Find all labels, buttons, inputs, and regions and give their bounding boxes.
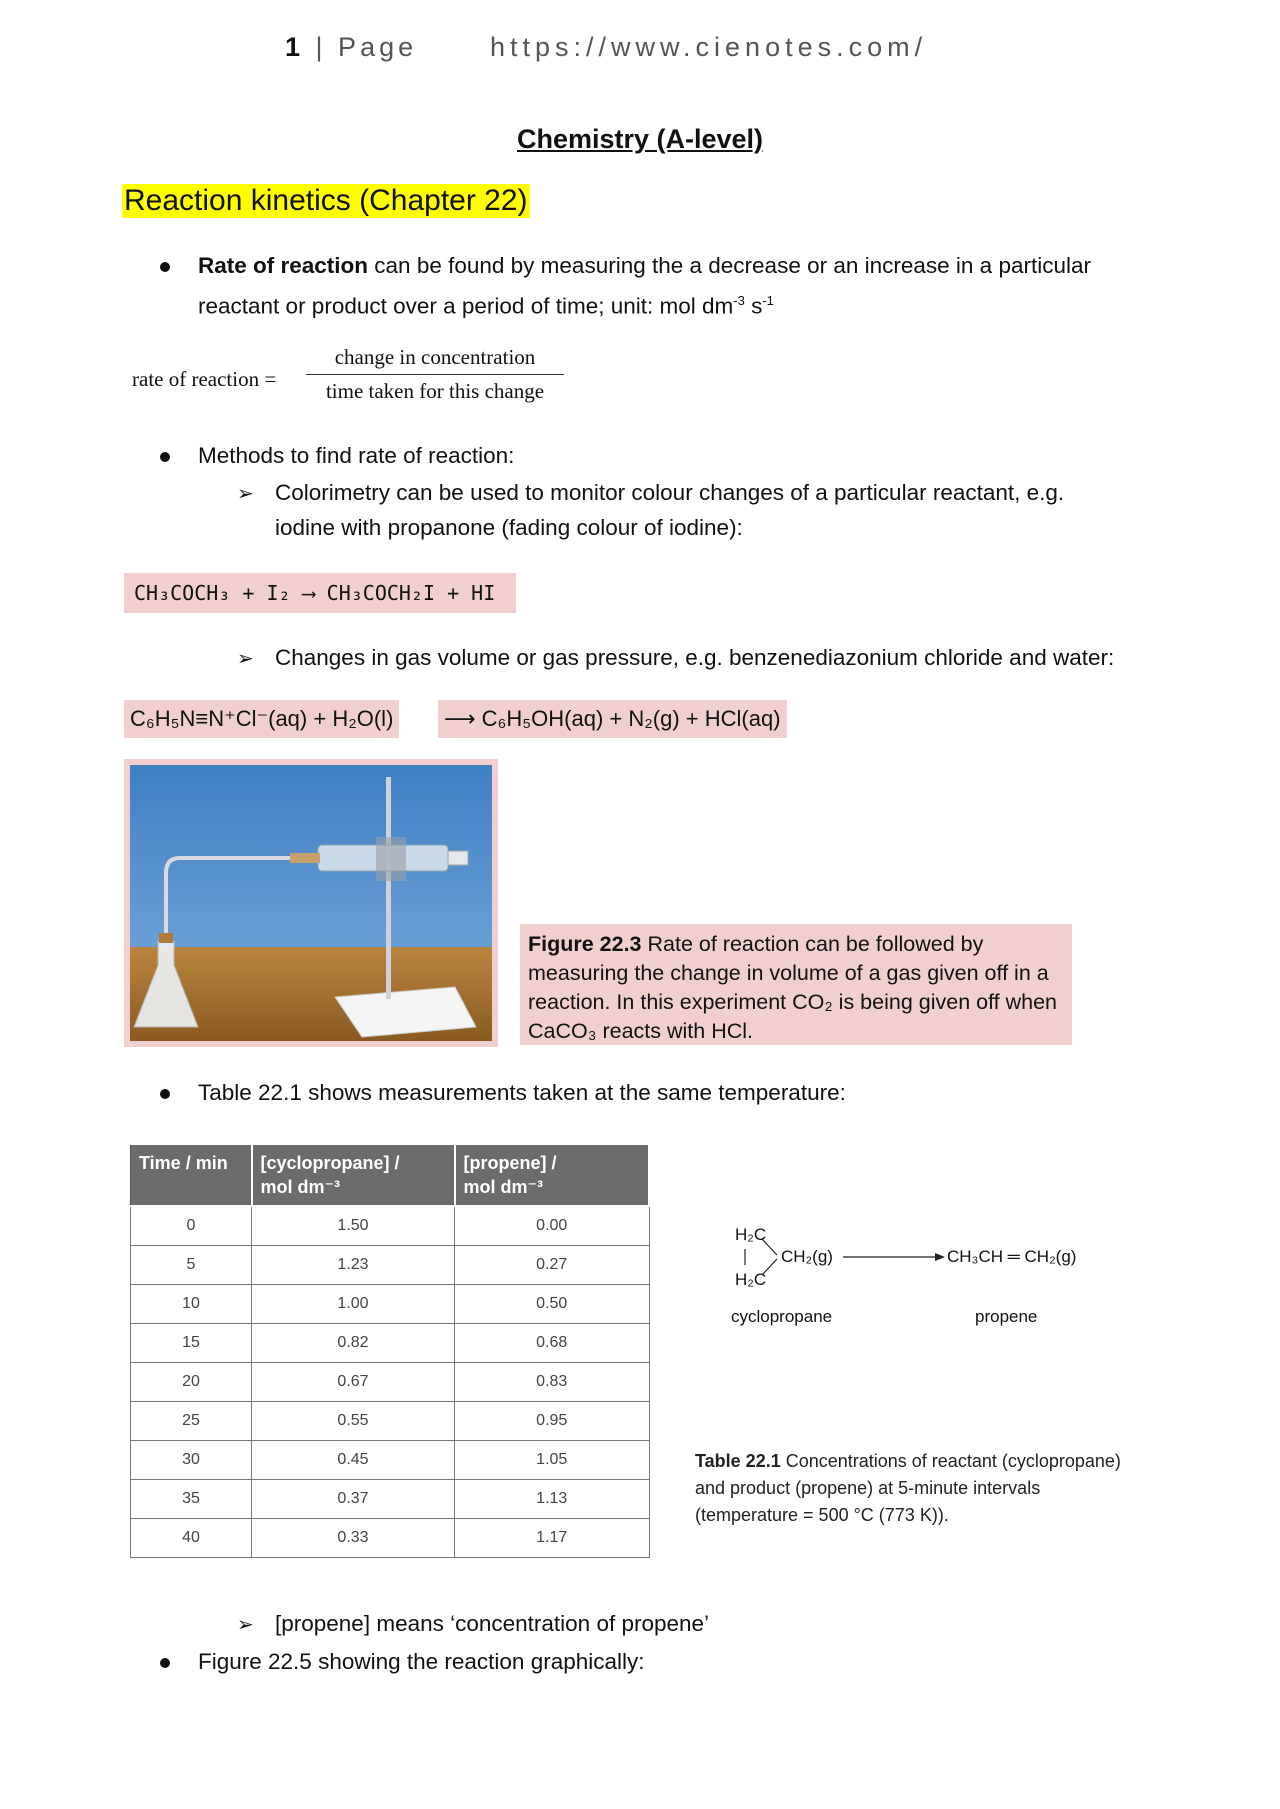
document-title: Chemistry (A-level) [516,124,764,154]
table-row [131,1324,650,1363]
cell-time: 5 [131,1246,252,1285]
scheme-product: CH₃CH ═ CH₂(g) [947,1247,1077,1266]
colorimetry-text: Colorimetry can be used to monitor colour changes of a particular reactant, e.g. iodine with propanone (fading colour of iodine): [275,480,1065,540]
apparatus-photo [124,759,498,1047]
cell-time: 35 [131,1480,252,1519]
cell-propene: 0.00 [455,1206,650,1246]
cell-propene: 0.50 [455,1285,650,1324]
table-row [131,1285,650,1324]
cell-time: 0 [131,1206,252,1246]
table-row [131,1363,650,1402]
cell-cyclopropane: 0.67 [252,1363,455,1402]
cell-propene: 1.13 [455,1480,650,1519]
cell-propene: 0.27 [455,1246,650,1285]
cell-cyclopropane: 1.23 [252,1246,455,1285]
arrow-bullet-icon: ➢ [237,483,254,505]
table-row [131,1206,650,1246]
equation-iodination: CH₃COCH₃ + I₂ ⟶ CH₃COCH₂I + HI [124,573,516,613]
cell-cyclopropane: 1.50 [252,1206,455,1246]
gas-method-text: Changes in gas volume or gas pressure, e.g. benzenediazonium chloride and water: [275,645,1115,670]
table-intro: Table 22.1 shows measurements taken at the same temperature: [198,1080,846,1105]
formula-numerator: change in concentration [306,345,564,375]
scheme-product-name: propene [975,1307,1038,1326]
section-heading: Reaction kinetics (Chapter 22) [124,184,528,217]
scheme-h2c-bottom: H₂C [735,1270,767,1289]
scheme-h2c-top: H₂C [735,1225,767,1244]
figure-caption: Figure 22.3 Rate of reaction can be followed by measuring the change in volume of a gas given off in a reaction. In this experiment CO₂ is being given off when CaCO₃ reacts with HCl. [520,924,1072,1045]
formula-denominator: time taken for this change [325,379,545,403]
kinetics-table [130,1145,650,1558]
cell-time: 25 [131,1402,252,1441]
cell-propene: 1.05 [455,1441,650,1480]
table-row [131,1519,650,1558]
cell-time: 40 [131,1519,252,1558]
cell-propene: 0.68 [455,1324,650,1363]
scheme-ch2g: CH₂(g) [781,1247,833,1266]
bullet-dot [160,452,170,462]
table-row [131,1246,650,1285]
cell-time: 10 [131,1285,252,1324]
equation-diazonium-right: ⟶ C₆H₅OH(aq) + N₂(g) + HCl(aq) [438,700,787,738]
table-row [131,1402,650,1441]
header-url[interactable]: https://www.cienotes.com/ [490,32,928,62]
bullet-dot [160,1089,170,1099]
cell-cyclopropane: 0.45 [252,1441,455,1480]
header-time: Time / min [131,1145,252,1206]
table-row [131,1441,650,1480]
propene-note: [propene] means ‘concentration of propene’ [275,1611,710,1636]
cell-time: 30 [131,1441,252,1480]
rate-formula-fraction [306,345,564,404]
page-number: 1 | Page [285,32,418,62]
scheme-reactant-name: cyclopropane [731,1307,833,1326]
header-cyclopropane: [cyclopropane] / mol dm⁻³ [252,1145,455,1206]
cell-propene: 0.83 [455,1363,650,1402]
cell-time: 15 [131,1324,252,1363]
table-header-row [131,1145,650,1206]
table-row [131,1480,650,1519]
equation-diazonium-left: C₆H₅N≡N⁺Cl⁻(aq) + H₂O(l) [124,700,399,738]
cell-cyclopropane: 0.82 [252,1324,455,1363]
arrow-bullet-icon: ➢ [237,648,254,670]
cell-cyclopropane: 0.33 [252,1519,455,1558]
cell-propene: 1.17 [455,1519,650,1558]
cell-time: 20 [131,1363,252,1402]
cell-cyclopropane: 0.55 [252,1402,455,1441]
cell-propene: 0.95 [455,1402,650,1441]
table-caption: Table 22.1 Concentrations of reactant (cyclopropane) and product (propene) at 5-minute intervals (temperature = 500 °C (773 K)). [695,1451,1121,1525]
arrow-bullet-icon: ➢ [237,1614,254,1636]
cell-cyclopropane: 0.37 [252,1480,455,1519]
bullet-dot [160,1658,170,1668]
reaction-scheme [725,1225,1105,1340]
cell-cyclopropane: 1.00 [252,1285,455,1324]
rate-definition: Rate of reaction can be found by measuring the a decrease or an increase in a particular reactant or product over a period of time; unit: mol $dm^{-3}$ $s^{-1}$ [198,253,1091,319]
figure-intro: Figure 22.5 showing the reaction graphically: [198,1649,645,1674]
formula-lhs: rate of reaction = [132,367,277,391]
bullet-dot [160,262,170,272]
methods-heading: Methods to find rate of reaction: [198,443,515,468]
header-propene: [propene] / mol dm⁻³ [455,1145,650,1206]
